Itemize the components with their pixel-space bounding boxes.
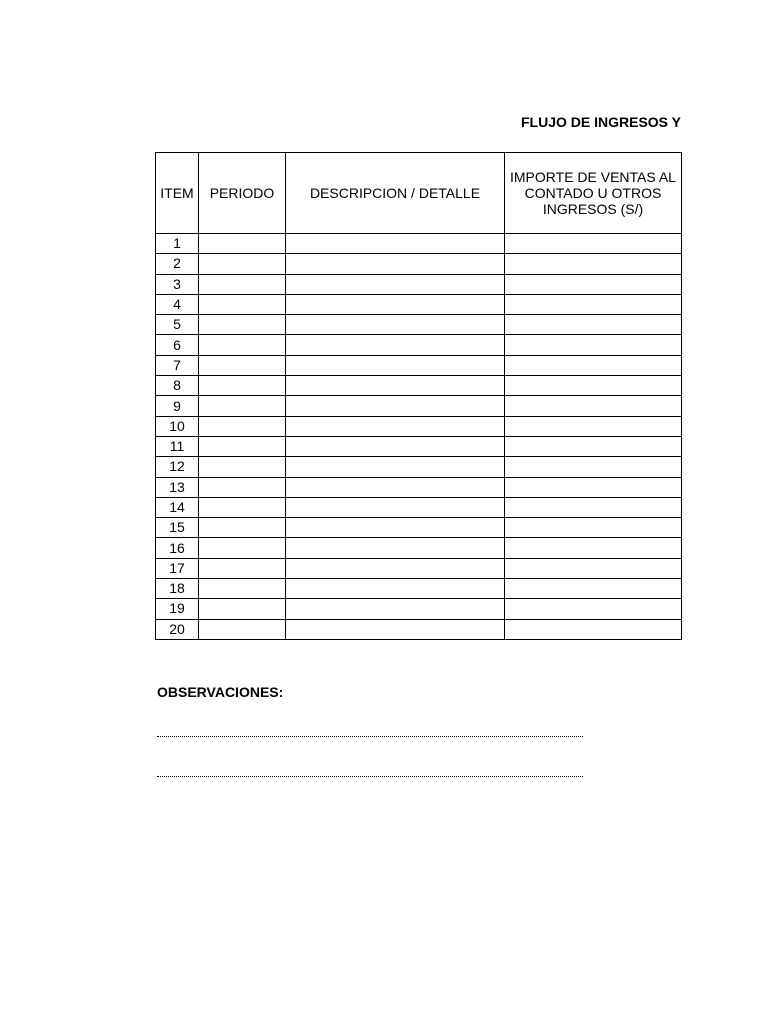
table-row	[156, 579, 682, 599]
cell-importe[interactable]	[505, 436, 682, 456]
cell-importe[interactable]	[505, 558, 682, 578]
observation-line-1[interactable]	[157, 736, 583, 737]
cell-periodo[interactable]	[199, 599, 286, 619]
cell-descripcion[interactable]	[286, 335, 505, 355]
cell-periodo[interactable]	[199, 477, 286, 497]
cell-periodo[interactable]	[199, 396, 286, 416]
cell-importe[interactable]	[505, 497, 682, 517]
cell-descripcion[interactable]	[286, 436, 505, 456]
cell-item: 13	[156, 477, 199, 497]
cell-importe[interactable]	[505, 355, 682, 375]
cell-importe[interactable]	[505, 457, 682, 477]
table-row	[156, 619, 682, 639]
cell-periodo[interactable]	[199, 315, 286, 335]
cell-descripcion[interactable]	[286, 294, 505, 314]
table-row	[156, 477, 682, 497]
cell-periodo[interactable]	[199, 457, 286, 477]
cell-descripcion[interactable]	[286, 538, 505, 558]
cell-descripcion[interactable]	[286, 315, 505, 335]
table-body	[156, 234, 682, 640]
table-row	[156, 599, 682, 619]
header-importe: IMPORTE DE VENTAS AL CONTADO U OTROS INGRESOS (S/)	[505, 153, 682, 234]
table-row	[156, 274, 682, 294]
cell-item: 9	[156, 396, 199, 416]
cell-item: 5	[156, 315, 199, 335]
cell-importe[interactable]	[505, 315, 682, 335]
observation-line-2[interactable]	[157, 776, 583, 777]
cell-importe[interactable]	[505, 599, 682, 619]
cell-importe[interactable]	[505, 254, 682, 274]
table-row	[156, 315, 682, 335]
cell-descripcion[interactable]	[286, 355, 505, 375]
observations-label: OBSERVACIONES:	[157, 684, 284, 700]
cell-descripcion[interactable]	[286, 376, 505, 396]
cell-descripcion[interactable]	[286, 234, 505, 254]
cell-importe[interactable]	[505, 376, 682, 396]
cell-periodo[interactable]	[199, 619, 286, 639]
cell-descripcion[interactable]	[286, 396, 505, 416]
cell-periodo[interactable]	[199, 254, 286, 274]
header-periodo: PERIODO	[199, 153, 286, 234]
table-row	[156, 396, 682, 416]
cell-periodo[interactable]	[199, 294, 286, 314]
cell-item: 11	[156, 436, 199, 456]
cell-item: 20	[156, 619, 199, 639]
table-row	[156, 436, 682, 456]
table-row	[156, 254, 682, 274]
cell-descripcion[interactable]	[286, 579, 505, 599]
cell-periodo[interactable]	[199, 234, 286, 254]
table-row	[156, 416, 682, 436]
cell-item: 14	[156, 497, 199, 517]
cell-importe[interactable]	[505, 416, 682, 436]
cell-item: 15	[156, 518, 199, 538]
cell-importe[interactable]	[505, 538, 682, 558]
table-row	[156, 457, 682, 477]
cell-periodo[interactable]	[199, 518, 286, 538]
cell-item: 12	[156, 457, 199, 477]
table-row	[156, 294, 682, 314]
cell-importe[interactable]	[505, 234, 682, 254]
cell-descripcion[interactable]	[286, 497, 505, 517]
cell-importe[interactable]	[505, 518, 682, 538]
cell-periodo[interactable]	[199, 558, 286, 578]
cell-item: 2	[156, 254, 199, 274]
table-row	[156, 335, 682, 355]
cell-descripcion[interactable]	[286, 274, 505, 294]
table-row	[156, 355, 682, 375]
table-row	[156, 518, 682, 538]
cell-importe[interactable]	[505, 477, 682, 497]
cell-periodo[interactable]	[199, 436, 286, 456]
cell-descripcion[interactable]	[286, 619, 505, 639]
cell-periodo[interactable]	[199, 497, 286, 517]
cell-item: 18	[156, 579, 199, 599]
cell-descripcion[interactable]	[286, 457, 505, 477]
cell-item: 4	[156, 294, 199, 314]
cell-periodo[interactable]	[199, 376, 286, 396]
header-descripcion: DESCRIPCION / DETALLE	[286, 153, 505, 234]
cell-periodo[interactable]	[199, 538, 286, 558]
table-row	[156, 538, 682, 558]
table-row	[156, 558, 682, 578]
cell-periodo[interactable]	[199, 416, 286, 436]
cell-descripcion[interactable]	[286, 518, 505, 538]
document-title: FLUJO DE INGRESOS Y	[521, 114, 681, 130]
cell-item: 10	[156, 416, 199, 436]
cell-periodo[interactable]	[199, 274, 286, 294]
cell-importe[interactable]	[505, 579, 682, 599]
cell-importe[interactable]	[505, 396, 682, 416]
cell-importe[interactable]	[505, 335, 682, 355]
cell-periodo[interactable]	[199, 579, 286, 599]
table-row	[156, 497, 682, 517]
cell-descripcion[interactable]	[286, 416, 505, 436]
cell-item: 16	[156, 538, 199, 558]
header-item: ITEM	[156, 153, 199, 234]
table-row	[156, 376, 682, 396]
cell-periodo[interactable]	[199, 335, 286, 355]
cell-importe[interactable]	[505, 274, 682, 294]
cell-item: 19	[156, 599, 199, 619]
table-header-row	[156, 153, 682, 234]
cell-item: 3	[156, 274, 199, 294]
cell-item: 6	[156, 335, 199, 355]
cell-item: 7	[156, 355, 199, 375]
cell-descripcion[interactable]	[286, 477, 505, 497]
cell-descripcion[interactable]	[286, 558, 505, 578]
cell-descripcion[interactable]	[286, 599, 505, 619]
table-row	[156, 234, 682, 254]
cell-periodo[interactable]	[199, 355, 286, 375]
cell-item: 17	[156, 558, 199, 578]
cell-item: 1	[156, 234, 199, 254]
cell-importe[interactable]	[505, 294, 682, 314]
cell-descripcion[interactable]	[286, 254, 505, 274]
cell-item: 8	[156, 376, 199, 396]
income-flow-table	[155, 152, 682, 640]
cell-importe[interactable]	[505, 619, 682, 639]
